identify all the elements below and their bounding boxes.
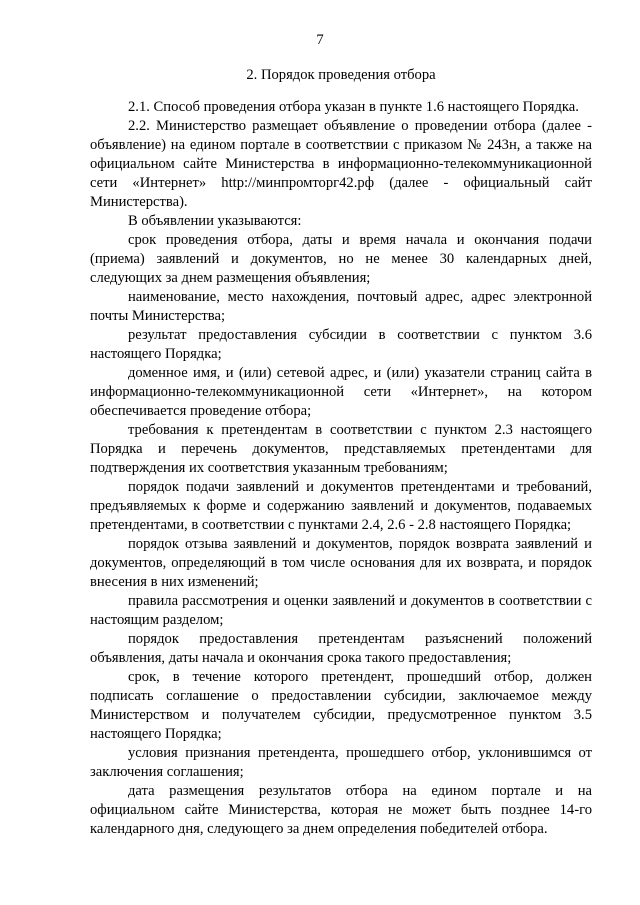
- paragraph: дата размещения результатов отбора на едином портале и на официальном сайте Министерства, которая не может быть позднее 14-го календарного дня, следующего за днем определения победителей отбора.: [90, 783, 592, 837]
- paragraph: порядок предоставления претендентам разъяснений положений объявления, даты начала и окончания срока такого предоставления;: [90, 631, 592, 666]
- paragraph: 2.2. Министерство размещает объявление о проведении отбора (далее - объявление) на едином портале в соответствии с приказом № 243н, а также на официальном сайте Министерства в информационно-телекоммуникационной сети «Интернет» http://минпромторг42.рф (далее - официальный сайт Министерства).: [90, 118, 592, 210]
- paragraph: наименование, место нахождения, почтовый адрес, адрес электронной почты Министерства;: [90, 289, 592, 324]
- document-body: [90, 98, 592, 839]
- paragraph: правила рассмотрения и оценки заявлений и документов в соответствии с настоящим разделом;: [90, 593, 592, 628]
- paragraph: требования к претендентам в соответствии с пунктом 2.3 настоящего Порядка и перечень документов, представляемых претендентами для подтверждения их соответствия указанным требованиям;: [90, 422, 592, 476]
- page-number: 7: [316, 32, 324, 48]
- paragraph: срок, в течение которого претендент, прошедший отбор, должен подписать соглашение о предоставлении субсидии, заключаемое между Министерством и получателем субсидии, предусмотренное пунктом 3.5 настоящего Порядка;: [90, 669, 592, 742]
- paragraph: результат предоставления субсидии в соответствии с пунктом 3.6 настоящего Порядка;: [90, 327, 592, 362]
- paragraph: доменное имя, и (или) сетевой адрес, и (или) указатели страниц сайта в информационно-телекоммуникационной сети «Интернет», на котором обеспечивается проведение отбора;: [90, 365, 592, 419]
- section-heading: 2. Порядок проведения отбора: [246, 67, 436, 83]
- paragraph: порядок отзыва заявлений и документов, порядок возврата заявлений и документов, определяющий в том числе основания для их возврата, и порядок внесения в них изменений;: [90, 536, 592, 590]
- paragraph: условия признания претендента, прошедшего отбор, уклонившимся от заключения соглашения;: [90, 745, 592, 780]
- paragraph: срок проведения отбора, даты и время начала и окончания подачи (приема) заявлений и документов, но не менее 30 календарных дней, следующих за днем размещения объявления;: [90, 232, 592, 286]
- paragraph: 2.1. Способ проведения отбора указан в пункте 1.6 настоящего Порядка.: [128, 99, 579, 115]
- paragraph: порядок подачи заявлений и документов претендентами и требований, предъявляемых к форме и содержанию заявлений и документов, подаваемых претендентами, в соответствии с пунктами 2.4, 2.6 - 2.8 настоящего Порядка;: [90, 479, 592, 533]
- paragraph: В объявлении указываются:: [128, 213, 302, 229]
